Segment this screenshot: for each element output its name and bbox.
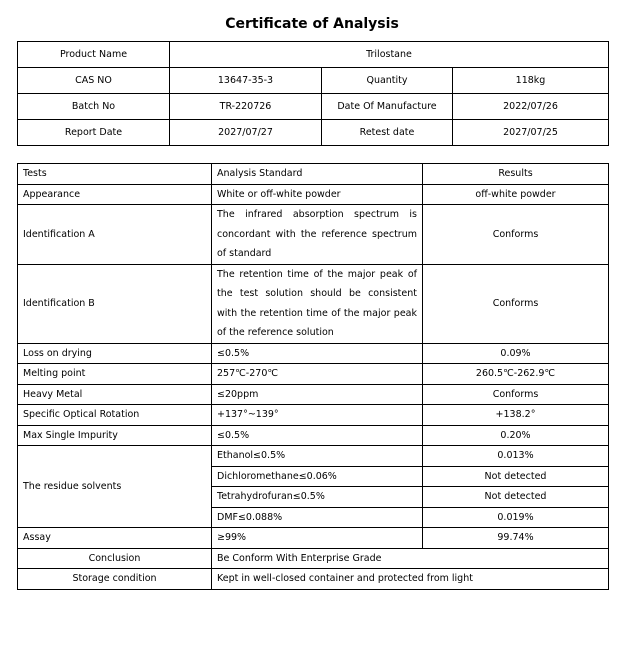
- test-standard: ≤0.5%: [212, 425, 423, 446]
- test-standard: Tetrahydrofuran≤0.5%: [212, 487, 423, 508]
- table-row: [18, 528, 609, 549]
- test-name: Melting point: [18, 364, 212, 385]
- test-standard: 257℃-270℃: [212, 364, 423, 385]
- test-standard: DMF≤0.088%: [212, 507, 423, 528]
- test-standard: ≥99%: [212, 528, 423, 549]
- test-name: Identification B: [18, 264, 212, 343]
- table-row: [18, 264, 609, 343]
- table-row: [18, 343, 609, 364]
- report-value: 2027/07/27: [170, 120, 322, 146]
- report-label: Report Date: [18, 120, 170, 146]
- test-name: Max Single Impurity: [18, 425, 212, 446]
- table-header-row: [18, 164, 609, 185]
- analysis-table: [17, 163, 609, 590]
- table-row: [18, 120, 609, 146]
- batch-label: Batch No: [18, 94, 170, 120]
- test-name: The residue solvents: [18, 446, 212, 528]
- test-result: Not detected: [423, 487, 609, 508]
- test-name: Assay: [18, 528, 212, 549]
- test-result: 99.74%: [423, 528, 609, 549]
- test-name: Loss on drying: [18, 343, 212, 364]
- test-result: 0.09%: [423, 343, 609, 364]
- storage-label: Storage condition: [18, 569, 212, 590]
- page-title: Certificate of Analysis: [225, 16, 399, 32]
- header-tests: Tests: [18, 164, 212, 185]
- test-name: Specific Optical Rotation: [18, 405, 212, 426]
- manufacture-value: 2022/07/26: [453, 94, 609, 120]
- table-row: [18, 425, 609, 446]
- test-standard: The retention time of the major peak of the test solution should be consistent with the retention time of the major peak of the reference solution: [212, 264, 423, 343]
- table-row: [18, 68, 609, 94]
- table-row: [18, 446, 609, 467]
- test-standard: White or off-white powder: [212, 184, 423, 205]
- header-standard: Analysis Standard: [212, 164, 423, 185]
- retest-label: Retest date: [322, 120, 453, 146]
- test-standard: +137°~139°: [212, 405, 423, 426]
- table-row: [18, 94, 609, 120]
- table-row: [18, 548, 609, 569]
- table-row: [18, 364, 609, 385]
- test-standard: ≤20ppm: [212, 384, 423, 405]
- test-result: +138.2°: [423, 405, 609, 426]
- product-name-label: Product Name: [18, 42, 170, 68]
- test-standard: Ethanol≤0.5%: [212, 446, 423, 467]
- batch-value: TR-220726: [170, 94, 322, 120]
- test-result: Not detected: [423, 466, 609, 487]
- header-results: Results: [423, 164, 609, 185]
- manufacture-label: Date Of Manufacture: [322, 94, 453, 120]
- table-row: [18, 42, 609, 68]
- test-result: Conforms: [423, 205, 609, 265]
- test-result: 0.019%: [423, 507, 609, 528]
- cas-value: 13647-35-3: [170, 68, 322, 94]
- product-name-value: Trilostane: [170, 42, 609, 68]
- table-row: [18, 184, 609, 205]
- test-name: Heavy Metal: [18, 384, 212, 405]
- test-name: Appearance: [18, 184, 212, 205]
- test-result: Conforms: [423, 384, 609, 405]
- test-name: Identification A: [18, 205, 212, 265]
- product-info-table: [17, 41, 609, 146]
- conclusion-value: Be Conform With Enterprise Grade: [212, 548, 609, 569]
- test-result: Conforms: [423, 264, 609, 343]
- test-standard: ≤0.5%: [212, 343, 423, 364]
- storage-value: Kept in well-closed container and protected from light: [212, 569, 609, 590]
- test-result: 260.5℃-262.9℃: [423, 364, 609, 385]
- test-standard: The infrared absorption spectrum is concordant with the reference spectrum of standard: [212, 205, 423, 265]
- test-result: 0.013%: [423, 446, 609, 467]
- quantity-label: Quantity: [322, 68, 453, 94]
- test-standard: Dichloromethane≤0.06%: [212, 466, 423, 487]
- test-result: 0.20%: [423, 425, 609, 446]
- conclusion-label: Conclusion: [18, 548, 212, 569]
- cas-label: CAS NO: [18, 68, 170, 94]
- table-row: [18, 569, 609, 590]
- quantity-value: 118kg: [453, 68, 609, 94]
- retest-value: 2027/07/25: [453, 120, 609, 146]
- test-result: off-white powder: [423, 184, 609, 205]
- table-row: [18, 205, 609, 265]
- table-row: [18, 384, 609, 405]
- table-row: [18, 405, 609, 426]
